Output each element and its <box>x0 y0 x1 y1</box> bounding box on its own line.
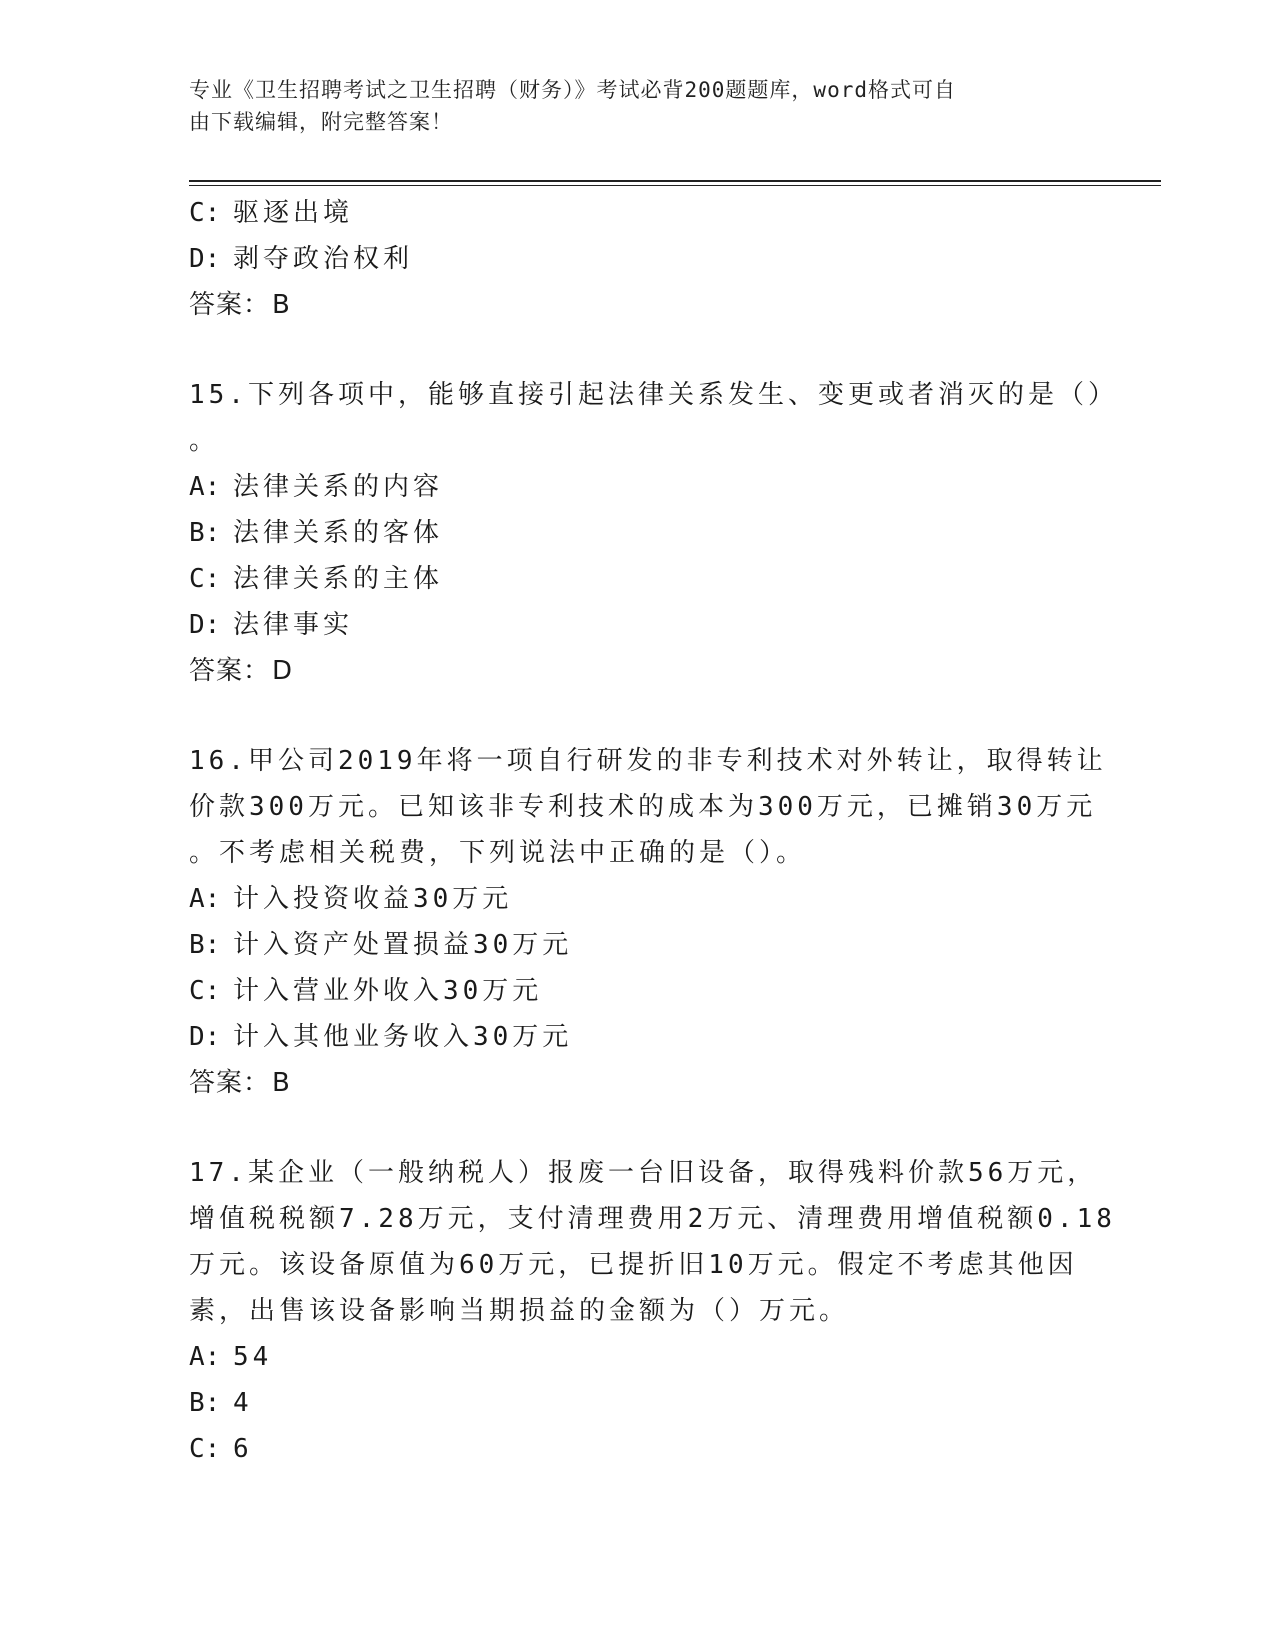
answer-value: D <box>272 656 294 686</box>
question-14-continued <box>189 190 1089 328</box>
option-text: 4 <box>233 1388 253 1418</box>
question-16 <box>189 738 1107 1106</box>
option-c <box>189 1426 1089 1472</box>
option-key: B: <box>189 930 221 960</box>
option-key: B: <box>189 1388 221 1418</box>
question-stem-line: 17.某企业（一般纳税人）报废一台旧设备，取得残料价款56万元， <box>189 1158 1098 1188</box>
question-stem-line: 。不考虑相关税费，下列说法中正确的是（）。 <box>189 838 807 868</box>
option-text: 计入营业外收入30万元 <box>233 976 543 1006</box>
header-line-1: 专业《卫生招聘考试之卫生招聘（财务）》考试必背200题题库，word格式可自 <box>189 78 956 102</box>
option-key: C: <box>189 976 221 1006</box>
option-c <box>189 190 1089 236</box>
answer-label: 答案： <box>189 290 271 320</box>
question-stem-line: 15.下列各项中，能够直接引起法律关系发生、变更或者消灭的是（） <box>189 380 1118 410</box>
option-key: B: <box>189 518 221 548</box>
option-text: 54 <box>233 1342 273 1372</box>
option-text: 剥夺政治权利 <box>233 244 414 274</box>
option-d <box>189 1014 1089 1060</box>
option-d <box>189 236 1089 282</box>
option-key: C: <box>189 1434 221 1464</box>
option-c <box>189 968 1089 1014</box>
question-stem-line: 万元。该设备原值为60万元，已提折旧10万元。假定不考虑其他因 <box>189 1250 1078 1280</box>
answer-label: 答案： <box>189 1068 271 1098</box>
option-b <box>189 1380 1089 1426</box>
answer-value: B <box>272 290 291 320</box>
option-key: C: <box>189 564 221 594</box>
option-text: 法律事实 <box>233 610 354 640</box>
option-a <box>189 1334 1089 1380</box>
question-stem-line: 。 <box>189 426 220 456</box>
document-header <box>189 74 1069 138</box>
header-divider-thin <box>189 185 1161 186</box>
option-text: 法律关系的主体 <box>233 564 444 594</box>
option-key: C: <box>189 198 221 228</box>
question-stem-line: 素，出售该设备影响当期损益的金额为（）万元。 <box>189 1296 850 1326</box>
option-key: A: <box>189 1342 221 1372</box>
answer-label: 答案： <box>189 656 271 686</box>
option-b <box>189 922 1089 968</box>
question-15 <box>189 372 1118 694</box>
option-text: 计入投资收益30万元 <box>233 884 513 914</box>
option-key: D: <box>189 610 221 640</box>
answer-line <box>189 282 1089 328</box>
option-a <box>189 876 1089 922</box>
header-line-2: 由下载编辑，附完整答案！ <box>189 110 453 134</box>
option-a <box>189 464 1089 510</box>
answer-line <box>189 648 1089 694</box>
option-key: D: <box>189 1022 221 1052</box>
option-key: A: <box>189 472 221 502</box>
header-divider-thick <box>189 180 1161 182</box>
question-stem-line: 16.甲公司2019年将一项自行研发的非专利技术对外转让，取得转让 <box>189 746 1107 776</box>
option-text: 6 <box>233 1434 253 1464</box>
option-key: D: <box>189 244 221 274</box>
option-text: 驱逐出境 <box>233 198 354 228</box>
option-text: 计入资产处置损益30万元 <box>233 930 573 960</box>
question-list <box>189 190 1118 1472</box>
question-stem-line: 价款300万元。已知该非专利技术的成本为300万元，已摊销30万元 <box>189 792 1097 822</box>
option-text: 计入其他业务收入30万元 <box>233 1022 573 1052</box>
answer-value: B <box>272 1068 291 1098</box>
option-c <box>189 556 1089 602</box>
option-text: 法律关系的客体 <box>233 518 444 548</box>
option-d <box>189 602 1089 648</box>
question-17 <box>189 1150 1116 1472</box>
option-text: 法律关系的内容 <box>233 472 444 502</box>
option-key: A: <box>189 884 221 914</box>
option-b <box>189 510 1089 556</box>
question-stem-line: 增值税税额7.28万元，支付清理费用2万元、清理费用增值税额0.18 <box>189 1204 1116 1234</box>
answer-line <box>189 1060 1089 1106</box>
